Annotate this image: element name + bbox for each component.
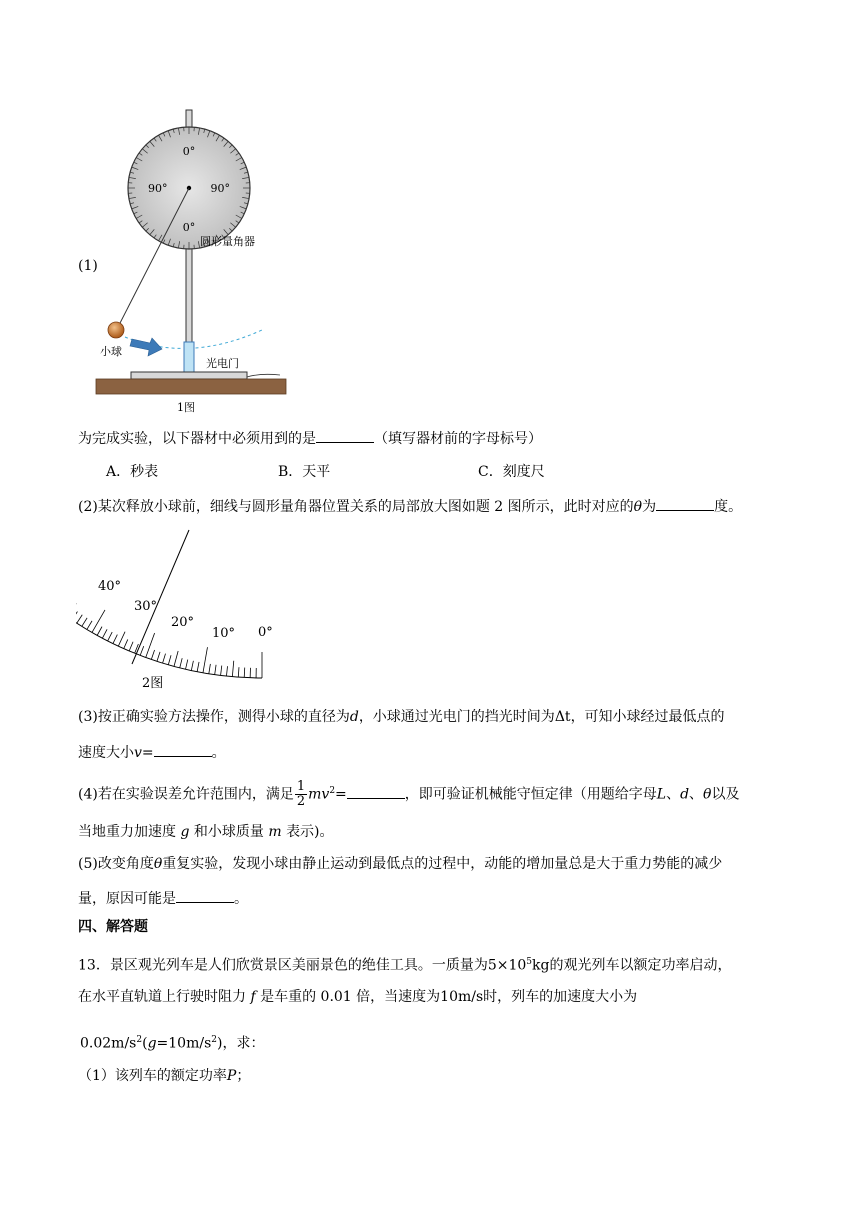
scale-tick [215, 665, 216, 675]
q13-line2: 在水平直轨道上行驶时阻力 f 是车重的 0.01 倍，当速度为10m/s时，列车的加速度大小为 [78, 989, 638, 1005]
scale-tick [238, 667, 239, 677]
tick-label-20: 20° [171, 615, 195, 630]
tick-label-10: 10° [212, 626, 236, 641]
scale-tick [180, 658, 182, 668]
tick-label-0: 0° [258, 625, 273, 640]
scale-tick [191, 661, 193, 671]
q5-line2: 量，原因可能是 。 [78, 888, 248, 909]
figure-1-caption: 1图 [177, 401, 195, 414]
option-a: A．秒表 [106, 464, 159, 480]
q5-line1: (5)改变角度θ重复实验，发现小球由静止运动到最低点的过程中，动能的增加量总是大于重力势能的减少 [78, 856, 723, 872]
q13-sub1: （1）该列车的额定功率P； [78, 1068, 251, 1084]
scale-tick [76, 612, 77, 620]
scale-tick [232, 661, 233, 677]
scale-tick [244, 668, 245, 678]
scale-tick [157, 652, 160, 662]
scale-tick [226, 666, 227, 676]
table [96, 379, 286, 394]
fraction: $\frac{1}{2}$ [296, 779, 306, 809]
scale-tick [87, 621, 92, 630]
scale-tick [129, 642, 133, 651]
q1-stem: 为完成实验，以下器材中必须用到的是 （填写器材前的字母标号） [78, 428, 542, 449]
dial-right-label: 90° [210, 182, 230, 195]
scale-tick [113, 635, 117, 644]
q3-line2: 速度大小v= 。 [78, 742, 226, 763]
q13-line3: $0.02m/s^2(g=10m/s^2)$，求： [80, 1035, 265, 1052]
q3-line1: (3)按正确实验方法操作，测得小球的直径为d，小球通过光电门的挡光时间为Δt，可知小球经过最低点的 [78, 709, 725, 725]
scale-tick [186, 660, 188, 670]
figure-2-scale [76, 528, 286, 698]
ball-label: 小球 [100, 345, 122, 358]
answer-blank [154, 742, 212, 757]
tick-label-30: 30° [134, 599, 158, 614]
scale-tick [151, 650, 154, 659]
option-c: C．刻度尺 [478, 464, 545, 480]
answer-blank [656, 496, 714, 511]
protractor-label: 圆形量角器 [200, 235, 255, 248]
arrow-icon [130, 338, 162, 356]
option-b: B．天平 [278, 464, 331, 480]
scale-tick [77, 615, 82, 623]
scale-tick [118, 632, 125, 647]
string-line [132, 530, 189, 664]
scale-tick [197, 662, 199, 672]
scale-tick [174, 651, 178, 666]
part-label-1: (1) [78, 258, 98, 274]
ball [108, 322, 124, 338]
figure-1-apparatus [90, 105, 300, 420]
scale-tick [124, 639, 128, 648]
scale-tick [163, 654, 166, 664]
scale-tick [92, 610, 105, 633]
scale-tick [140, 646, 144, 655]
q13-line1: 13．景区观光列车是人们欣赏景区美丽景色的绝佳工具。一质量为$5\times 10^5kg$的观光列车以额定功率启动， [78, 957, 732, 974]
scale-tick [82, 618, 87, 626]
q2-text: (2)某次释放小球前，细线与圆形量角器位置关系的局部放大图如题 2 图所示，此时对应的θ为 度。 [78, 496, 742, 517]
dial-top-label: 0° [182, 145, 196, 158]
figure-2-caption: 2图 [142, 676, 164, 691]
dial-left-label: 90° [148, 182, 168, 195]
answer-blank [176, 888, 234, 903]
q4-line2: 当地重力加速度 g 和小球质量 m 表示)。 [78, 824, 334, 840]
scale-tick [221, 666, 222, 676]
dial-bottom-label: 0° [182, 221, 196, 234]
scale-tick [102, 629, 107, 638]
scale-tick [108, 632, 113, 641]
photogate [184, 342, 194, 374]
section-title: 四、解答题 [78, 919, 148, 935]
gate-label: 光电门 [206, 357, 239, 370]
answer-blank [316, 428, 374, 443]
answer-blank [347, 784, 405, 799]
tick-label-40: 40° [98, 579, 122, 594]
scale-tick [209, 664, 211, 674]
q4-line1: (4)若在实验误差允许范围内，满足 $\frac{1}{2}$ $mv^2=$ ，即可验证机械能守恒定律（用题给字母L、d、θ以及 [78, 779, 740, 809]
scale-tick [135, 644, 139, 653]
scale-tick [203, 647, 208, 673]
scale-tick [97, 627, 102, 636]
scale-tick [168, 655, 171, 665]
base [131, 372, 247, 379]
